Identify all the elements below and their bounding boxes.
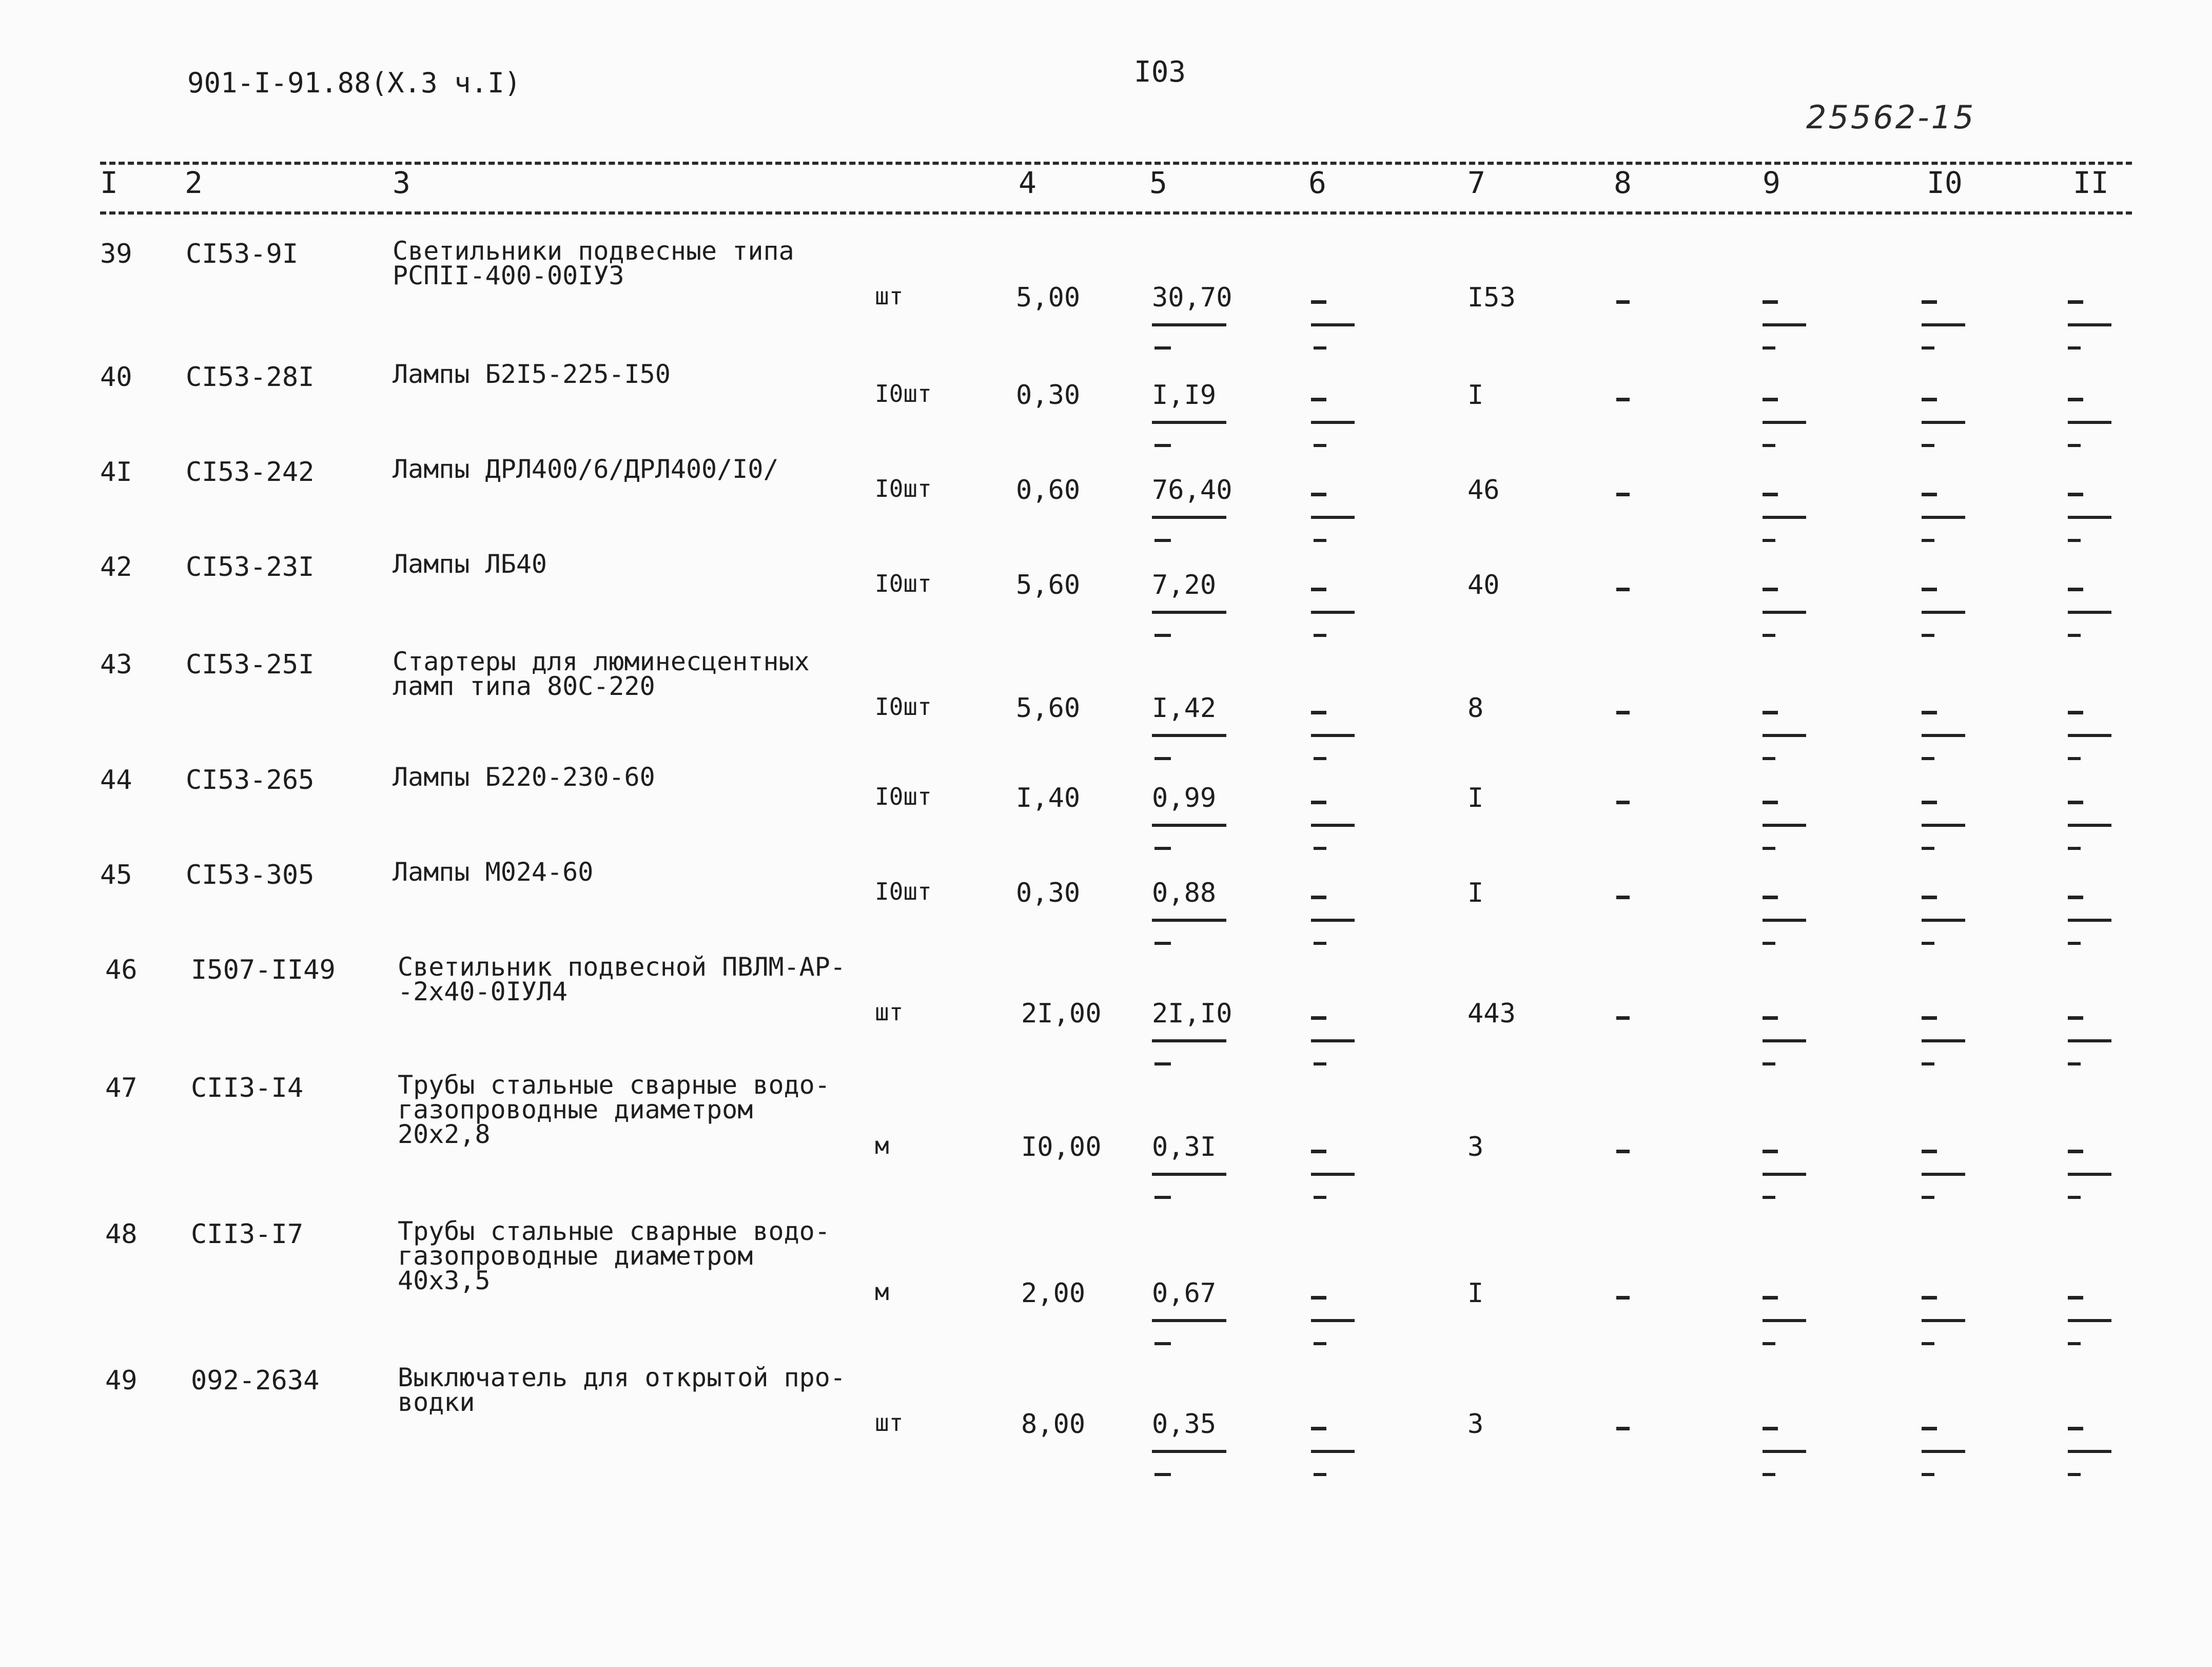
unit: I0шт — [875, 693, 932, 721]
price-underline — [1152, 1319, 1226, 1322]
col6-line — [1311, 1173, 1355, 1176]
unit-price: 0,35 — [1152, 1409, 1217, 1440]
total-cost: I — [1467, 878, 1484, 908]
col11-line — [2068, 734, 2111, 737]
quantity: 5,60 — [1016, 693, 1081, 724]
col10-sub-dash — [1922, 444, 1934, 447]
item-code: CI53-23I — [186, 552, 315, 583]
col10-dash — [1922, 300, 1937, 304]
unit: I0шт — [875, 878, 932, 905]
unit-price: 30,70 — [1152, 282, 1232, 313]
unit-price: I,42 — [1152, 693, 1217, 724]
col8-dash — [1616, 711, 1630, 714]
total-cost: I — [1467, 783, 1484, 813]
row-number: 47 — [105, 1073, 138, 1103]
price-underline — [1152, 1450, 1226, 1453]
unit: шт — [875, 282, 904, 310]
col6-dash — [1311, 1016, 1326, 1020]
total-cost: 3 — [1467, 1409, 1484, 1440]
col11-dash — [2068, 398, 2083, 401]
item-code: I507-II49 — [191, 955, 336, 985]
item-code: CI53-28I — [186, 362, 315, 393]
col11-dash — [2068, 493, 2083, 496]
unit: шт — [875, 1409, 904, 1437]
row-number: 4I — [100, 457, 132, 488]
col10-dash — [1922, 711, 1937, 714]
col10-line — [1922, 1039, 1965, 1042]
total-cost: 8 — [1467, 693, 1484, 724]
col11-line — [2068, 1450, 2111, 1453]
total-cost: I — [1467, 1278, 1484, 1309]
item-code: CI53-9I — [186, 239, 299, 269]
unit: I0шт — [875, 783, 932, 810]
col11-sub-dash — [2068, 847, 2081, 850]
col10-dash — [1922, 588, 1937, 591]
col10-dash — [1922, 493, 1937, 496]
col9-line — [1763, 1039, 1806, 1042]
col11-sub-dash — [2068, 634, 2081, 637]
unit-price: 0,88 — [1152, 878, 1217, 908]
col11-line — [2068, 1319, 2111, 1322]
column-header-11: II — [2073, 165, 2109, 200]
item-name: Трубы стальные сварные водо- газопроводные диаметром 40х3,5 — [398, 1216, 830, 1295]
col10-line — [1922, 611, 1965, 614]
col10-sub-dash — [1922, 1473, 1934, 1476]
col10-dash — [1922, 1016, 1937, 1020]
price-underline — [1152, 919, 1226, 922]
col8-dash — [1616, 1427, 1630, 1430]
col6-line — [1311, 1039, 1355, 1042]
col6-dash — [1311, 1150, 1326, 1153]
column-header-7: 7 — [1467, 165, 1485, 200]
price-sub-dash — [1154, 1062, 1171, 1065]
unit: I0шт — [875, 570, 932, 597]
total-cost: 443 — [1467, 998, 1516, 1029]
row-number: 49 — [105, 1365, 138, 1396]
col10-dash — [1922, 1150, 1937, 1153]
price-sub-dash — [1154, 847, 1171, 850]
col9-sub-dash — [1763, 942, 1775, 945]
col10-sub-dash — [1922, 634, 1934, 637]
unit-price: 0,67 — [1152, 1278, 1217, 1309]
col6-line — [1311, 734, 1355, 737]
col10-dash — [1922, 1427, 1937, 1430]
price-sub-dash — [1154, 757, 1171, 760]
col8-dash — [1616, 801, 1630, 804]
price-sub-dash — [1154, 539, 1171, 542]
col10-sub-dash — [1922, 757, 1934, 760]
col6-sub-dash — [1314, 444, 1326, 447]
column-header-2: 2 — [185, 165, 203, 200]
quantity: 0,30 — [1016, 380, 1081, 411]
col9-line — [1763, 1319, 1806, 1322]
col11-sub-dash — [2068, 444, 2081, 447]
item-name: Светильник подвесной ПВЛМ-АР- -2х40-0IУЛ4 — [398, 952, 846, 1006]
col10-line — [1922, 824, 1965, 827]
col9-dash — [1763, 1016, 1778, 1020]
col8-dash — [1616, 1150, 1630, 1153]
column-header-8: 8 — [1614, 165, 1632, 200]
item-name: Лампы ЛБ40 — [393, 549, 547, 579]
price-sub-dash — [1154, 1342, 1171, 1345]
page-number: I03 — [1134, 55, 1186, 89]
col6-sub-dash — [1314, 847, 1326, 850]
col6-dash — [1311, 1296, 1326, 1300]
col9-sub-dash — [1763, 757, 1775, 760]
col6-line — [1311, 1450, 1355, 1453]
col9-sub-dash — [1763, 346, 1775, 350]
item-name: Светильники подвесные типа РСПII-400-00IУ3 — [393, 236, 794, 290]
price-underline — [1152, 824, 1226, 827]
col6-line — [1311, 1319, 1355, 1322]
col9-line — [1763, 516, 1806, 519]
col11-sub-dash — [2068, 1342, 2081, 1345]
price-underline — [1152, 421, 1226, 424]
col9-line — [1763, 824, 1806, 827]
price-sub-dash — [1154, 942, 1171, 945]
col6-line — [1311, 516, 1355, 519]
row-number: 40 — [100, 362, 132, 393]
col8-dash — [1616, 398, 1630, 401]
item-code: CI53-265 — [186, 765, 315, 796]
col9-sub-dash — [1763, 1342, 1775, 1345]
header-rule-bottom — [100, 211, 2132, 215]
col10-line — [1922, 919, 1965, 922]
col6-sub-dash — [1314, 757, 1326, 760]
col9-dash — [1763, 801, 1778, 804]
price-sub-dash — [1154, 1196, 1171, 1199]
col11-line — [2068, 516, 2111, 519]
col6-sub-dash — [1314, 1342, 1326, 1345]
col6-line — [1311, 323, 1355, 326]
column-header-3: 3 — [393, 165, 410, 200]
col9-dash — [1763, 711, 1778, 714]
col9-sub-dash — [1763, 444, 1775, 447]
quantity: 0,60 — [1016, 475, 1081, 506]
col11-line — [2068, 1173, 2111, 1176]
col11-sub-dash — [2068, 1196, 2081, 1199]
price-underline — [1152, 1039, 1226, 1042]
col9-sub-dash — [1763, 847, 1775, 850]
col8-dash — [1616, 1296, 1630, 1300]
price-underline — [1152, 611, 1226, 614]
unit-price: 2I,I0 — [1152, 998, 1232, 1029]
total-cost: I53 — [1467, 282, 1516, 313]
price-underline — [1152, 516, 1226, 519]
col8-dash — [1616, 300, 1630, 304]
col6-dash — [1311, 801, 1326, 804]
quantity: 0,30 — [1016, 878, 1081, 908]
quantity: 8,00 — [1021, 1409, 1086, 1440]
price-underline — [1152, 1173, 1226, 1176]
col10-line — [1922, 1319, 1965, 1322]
item-name: Лампы ДРЛ400/6/ДРЛ400/I0/ — [393, 454, 779, 484]
col11-sub-dash — [2068, 1062, 2081, 1065]
col9-line — [1763, 734, 1806, 737]
col9-sub-dash — [1763, 539, 1775, 542]
price-underline — [1152, 734, 1226, 737]
col11-line — [2068, 824, 2111, 827]
quantity: I,40 — [1016, 783, 1081, 813]
col6-dash — [1311, 588, 1326, 591]
col10-line — [1922, 734, 1965, 737]
col9-dash — [1763, 1427, 1778, 1430]
col9-sub-dash — [1763, 634, 1775, 637]
col6-line — [1311, 421, 1355, 424]
col9-dash — [1763, 300, 1778, 304]
col9-line — [1763, 919, 1806, 922]
col10-dash — [1922, 1296, 1937, 1300]
col6-sub-dash — [1314, 942, 1326, 945]
column-header-4: 4 — [1019, 165, 1036, 200]
col6-line — [1311, 611, 1355, 614]
unit: шт — [875, 998, 904, 1026]
col9-sub-dash — [1763, 1062, 1775, 1065]
unit: I0шт — [875, 475, 932, 502]
item-name: Выключатель для открытой про- водки — [398, 1363, 846, 1417]
col6-dash — [1311, 300, 1326, 304]
col10-sub-dash — [1922, 1062, 1934, 1065]
col11-dash — [2068, 711, 2083, 714]
col11-line — [2068, 421, 2111, 424]
quantity: 5,60 — [1016, 570, 1081, 600]
row-number: 48 — [105, 1219, 138, 1250]
col11-dash — [2068, 300, 2083, 304]
col6-dash — [1311, 398, 1326, 401]
total-cost: 3 — [1467, 1132, 1484, 1162]
quantity: I0,00 — [1021, 1132, 1102, 1162]
col10-line — [1922, 323, 1965, 326]
quantity: 2I,00 — [1021, 998, 1102, 1029]
sheet-number: 25562-15 — [1806, 99, 1976, 136]
col6-dash — [1311, 493, 1326, 496]
col10-sub-dash — [1922, 346, 1934, 350]
col9-line — [1763, 421, 1806, 424]
col6-dash — [1311, 711, 1326, 714]
row-number: 42 — [100, 552, 132, 583]
col6-line — [1311, 919, 1355, 922]
row-number: 44 — [100, 765, 132, 796]
col8-dash — [1616, 896, 1630, 899]
col6-sub-dash — [1314, 1062, 1326, 1065]
col11-line — [2068, 919, 2111, 922]
col11-dash — [2068, 801, 2083, 804]
column-header-9: 9 — [1763, 165, 1780, 200]
row-number: 45 — [100, 860, 132, 890]
column-header-1: I — [100, 165, 118, 200]
price-underline — [1152, 323, 1226, 326]
quantity: 2,00 — [1021, 1278, 1086, 1309]
row-number: 43 — [100, 649, 132, 680]
col10-dash — [1922, 896, 1937, 899]
col11-sub-dash — [2068, 942, 2081, 945]
quantity: 5,00 — [1016, 282, 1081, 313]
col11-sub-dash — [2068, 346, 2081, 350]
col10-dash — [1922, 801, 1937, 804]
item-name: Лампы Б220-230-60 — [393, 762, 655, 792]
col10-sub-dash — [1922, 1342, 1934, 1345]
col10-sub-dash — [1922, 942, 1934, 945]
col9-dash — [1763, 896, 1778, 899]
item-code: 092-2634 — [191, 1365, 320, 1396]
col9-line — [1763, 611, 1806, 614]
col6-line — [1311, 824, 1355, 827]
col10-sub-dash — [1922, 539, 1934, 542]
unit-price: 0,3I — [1152, 1132, 1217, 1162]
col6-dash — [1311, 1427, 1326, 1430]
col9-dash — [1763, 1150, 1778, 1153]
total-cost: 46 — [1467, 475, 1500, 506]
col10-line — [1922, 516, 1965, 519]
col6-dash — [1311, 896, 1326, 899]
item-code: CI53-305 — [186, 860, 315, 890]
col10-sub-dash — [1922, 847, 1934, 850]
col6-sub-dash — [1314, 539, 1326, 542]
price-sub-dash — [1154, 1473, 1171, 1476]
col11-sub-dash — [2068, 757, 2081, 760]
unit: м — [875, 1278, 889, 1306]
price-sub-dash — [1154, 444, 1171, 447]
item-name: Лампы Б2I5-225-I50 — [393, 359, 671, 389]
col8-dash — [1616, 588, 1630, 591]
col10-sub-dash — [1922, 1196, 1934, 1199]
col11-line — [2068, 611, 2111, 614]
col9-dash — [1763, 1296, 1778, 1300]
unit-price: 0,99 — [1152, 783, 1217, 813]
col11-dash — [2068, 1016, 2083, 1020]
col9-line — [1763, 323, 1806, 326]
col9-dash — [1763, 588, 1778, 591]
item-code: CI53-25I — [186, 649, 315, 680]
price-sub-dash — [1154, 346, 1171, 350]
header-rule-top — [100, 162, 2132, 165]
col10-line — [1922, 1173, 1965, 1176]
item-code: CII3-I4 — [191, 1073, 304, 1103]
col9-line — [1763, 1450, 1806, 1453]
col6-sub-dash — [1314, 1196, 1326, 1199]
col11-dash — [2068, 1427, 2083, 1430]
col6-sub-dash — [1314, 1473, 1326, 1476]
col6-sub-dash — [1314, 634, 1326, 637]
col11-sub-dash — [2068, 539, 2081, 542]
column-header-6: 6 — [1308, 165, 1326, 200]
col11-line — [2068, 1039, 2111, 1042]
col9-line — [1763, 1173, 1806, 1176]
col8-dash — [1616, 1016, 1630, 1020]
col11-dash — [2068, 1150, 2083, 1153]
item-code: CII3-I7 — [191, 1219, 304, 1250]
col9-dash — [1763, 398, 1778, 401]
col10-dash — [1922, 398, 1937, 401]
col9-sub-dash — [1763, 1196, 1775, 1199]
price-sub-dash — [1154, 634, 1171, 637]
unit: м — [875, 1132, 889, 1159]
col11-dash — [2068, 588, 2083, 591]
item-code: CI53-242 — [186, 457, 315, 488]
col6-sub-dash — [1314, 346, 1326, 350]
col9-dash — [1763, 493, 1778, 496]
col10-line — [1922, 1450, 1965, 1453]
column-header-5: 5 — [1149, 165, 1167, 200]
col11-dash — [2068, 896, 2083, 899]
col11-line — [2068, 323, 2111, 326]
item-name: Стартеры для люминесцентных ламп типа 80С-220 — [393, 647, 810, 701]
item-name: Трубы стальные сварные водо- газопроводные диаметром 20х2,8 — [398, 1070, 830, 1149]
col8-dash — [1616, 493, 1630, 496]
unit: I0шт — [875, 380, 932, 408]
unit-price: 7,20 — [1152, 570, 1217, 600]
column-header-10: I0 — [1927, 165, 1963, 200]
unit-price: 76,40 — [1152, 475, 1232, 506]
col11-sub-dash — [2068, 1473, 2081, 1476]
total-cost: I — [1467, 380, 1484, 411]
unit-price: I,I9 — [1152, 380, 1217, 411]
row-number: 39 — [100, 239, 132, 269]
document-code: 901-I-91.88(X.3 ч.I) — [187, 67, 521, 99]
col9-sub-dash — [1763, 1473, 1775, 1476]
col10-line — [1922, 421, 1965, 424]
row-number: 46 — [105, 955, 138, 985]
item-name: Лампы М024-60 — [393, 857, 594, 887]
total-cost: 40 — [1467, 570, 1500, 600]
col11-dash — [2068, 1296, 2083, 1300]
